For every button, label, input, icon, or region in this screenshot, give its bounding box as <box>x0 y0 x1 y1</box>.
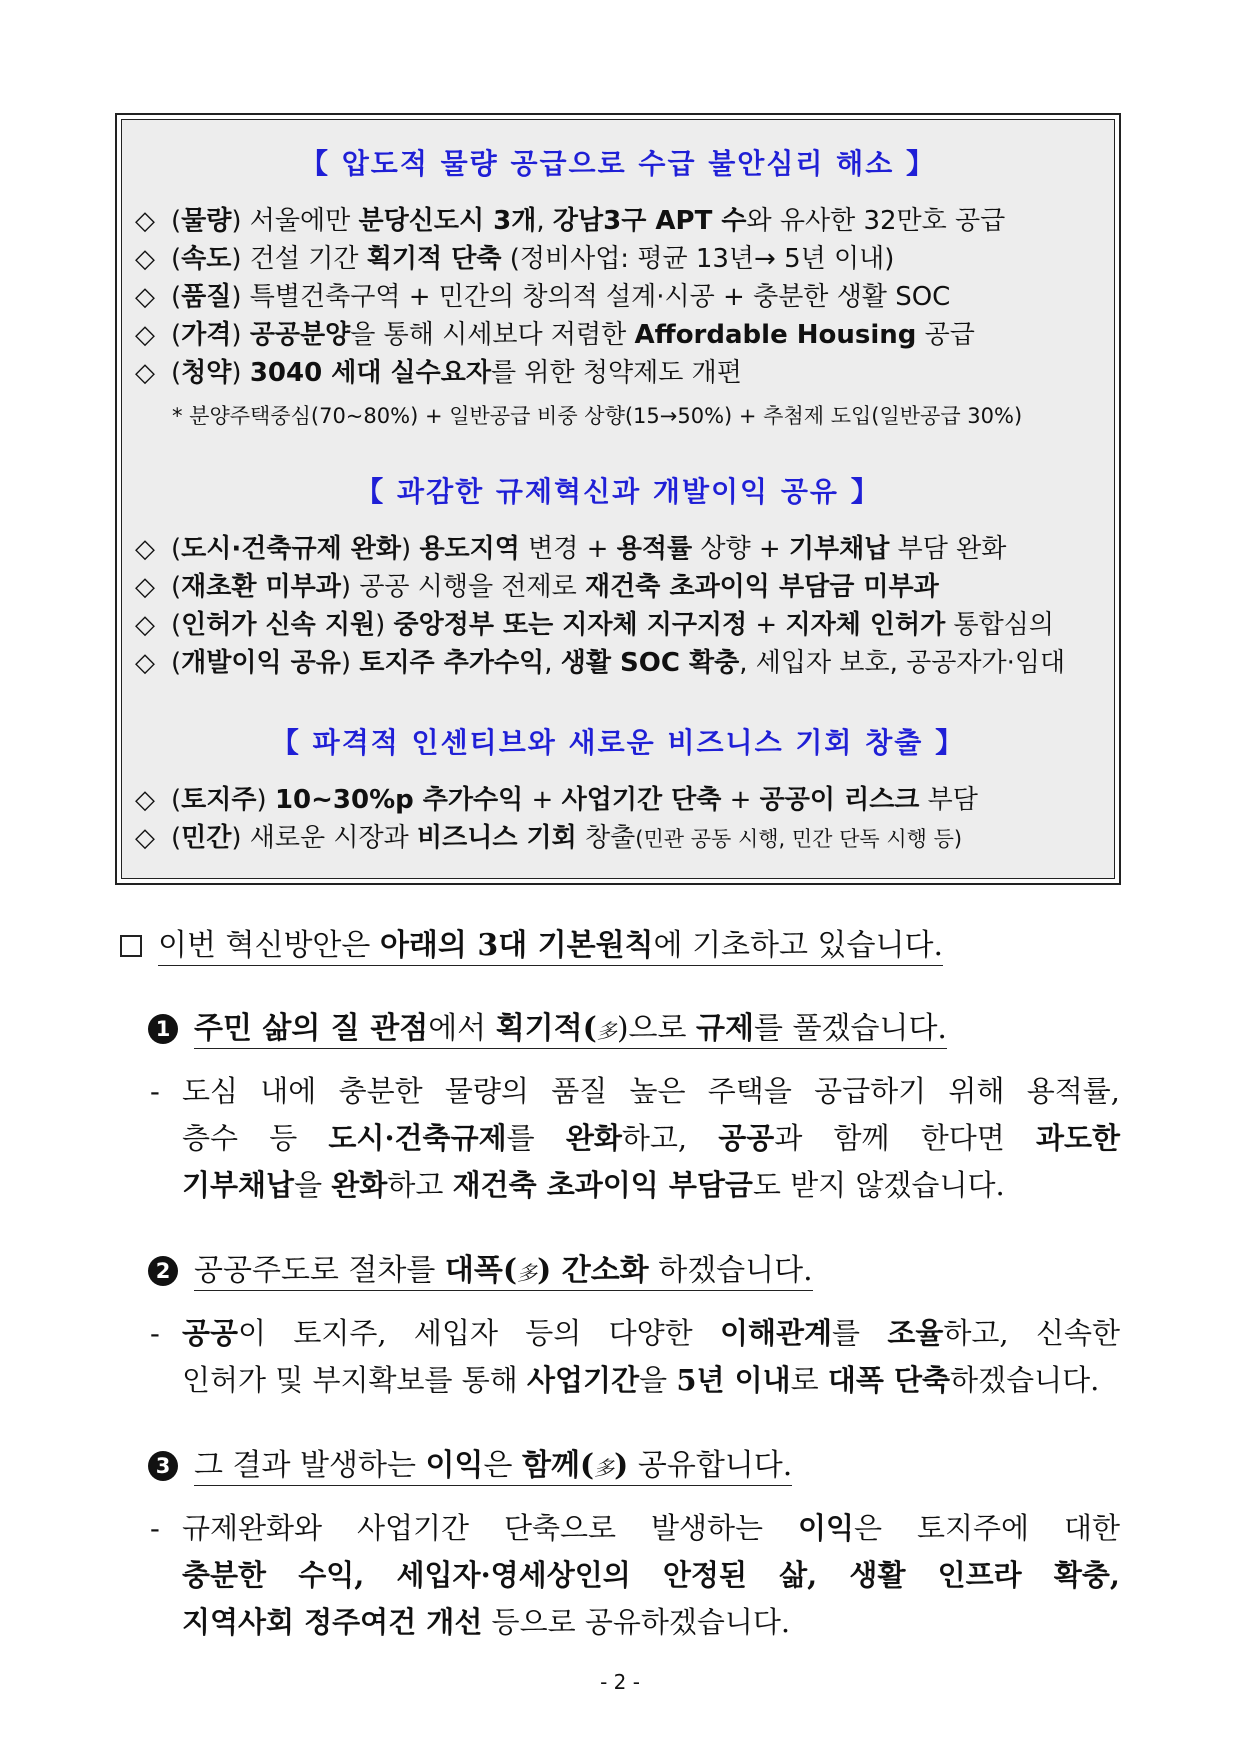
diamond-icon: ◇ <box>135 648 155 678</box>
bullet-no-levy: ◇ (재초환 미부과) 공공 시행을 전제로 재건축 초과이익 부담금 미부과 <box>135 572 939 602</box>
number-2-badge: 2 <box>148 1256 178 1286</box>
diamond-icon: ◇ <box>135 785 155 815</box>
principle-1-body: - 도심 내에 충분한 물량의 품질 높은 주택을 공급하기 위해 용적률, 층수 등 도시·건축규제를 완화하고, 공공과 함께 한다면 과도한 기부채납을 완화하고 재건축 초과이익 부담금도 받지 않겠습니다. <box>150 1074 1120 1202</box>
bullet-deregulation: ◇ (도시·건축규제 완화) 용도지역 변경 + 용적률 상향 + 기부채납 부담 완화 <box>135 534 1007 564</box>
diamond-icon: ◇ <box>135 244 155 274</box>
subscription-note: * 분양주택중심(70~80%) + 일반공급 비중 상향(15→50%) + 추첨제 도입(일반공급 30%) <box>172 404 1023 428</box>
principle-1-heading: 1 주민 삶의 질 관점에서 획기적(多)으로 규제를 풀겠습니다. <box>148 1003 947 1047</box>
intro-line: 이번 혁신방안은 아래의 3대 기본원칙에 기초하고 있습니다. <box>120 920 943 964</box>
number-1-badge: 1 <box>148 1014 178 1044</box>
principle-3-heading: 3 그 결과 발생하는 이익은 함께(多) 공유합니다. <box>148 1440 792 1484</box>
bullet-profit-share: ◇ (개발이익 공유) 토지주 추가수익, 생활 SOC 확충, 세입자 보호, 공공자가·임대 <box>135 648 1066 678</box>
bullet-private: ◇ (민간) 새로운 시장과 비즈니스 기회 창출(민관 공동 시행, 민간 단독 시행 등) <box>135 823 963 853</box>
number-3-badge: 3 <box>148 1451 178 1481</box>
summary-box <box>115 113 1121 885</box>
section-title: 【 과감한 규제혁신과 개발이익 공유 】 <box>355 475 881 508</box>
principle-2-heading: 2 공공주도로 절차를 대폭(多) 간소화 하겠습니다. <box>148 1245 813 1289</box>
bullet-price: ◇ (가격) 공공분양을 통해 시세보다 저렴한 Affordable Housing 공급 <box>135 320 975 350</box>
diamond-icon: ◇ <box>135 572 155 602</box>
bullet-quality: ◇ (품질) 특별건축구역 + 민간의 창의적 설계·시공 + 충분한 생활 SOC <box>135 282 951 312</box>
page-number: - 2 - <box>600 1670 640 1694</box>
diamond-icon: ◇ <box>135 534 155 564</box>
diamond-icon: ◇ <box>135 320 155 350</box>
section-title: 【 압도적 물량 공급으로 수급 불안심리 해소 】 <box>299 147 937 180</box>
bullet-permit: ◇ (인허가 신속 지원) 중앙정부 또는 지자체 지구지정 + 지자체 인허가 통합심의 <box>135 610 1054 640</box>
principle-3-body: - 규제완화와 사업기간 단축으로 발생하는 이익은 토지주에 대한 충분한 수익, 세입자·영세상인의 안정된 삶, 생활 인프라 확충, 지역사회 정주여건 개선 등으로 공유하겠습니다. <box>150 1511 1120 1639</box>
bullet-volume: ◇ (물량) 서울에만 분당신도시 3개, 강남3구 APT 수와 유사한 32만호 공급 <box>135 206 1006 236</box>
checkbox-square-icon <box>120 935 142 957</box>
section-title: 【 파격적 인센티브와 새로운 비즈니스 기회 창출 】 <box>270 726 966 759</box>
diamond-icon: ◇ <box>135 282 155 312</box>
summary-box-inner <box>121 119 1115 879</box>
bullet-subscription: ◇ (청약) 3040 세대 실수요자를 위한 청약제도 개편 <box>135 358 742 388</box>
diamond-icon: ◇ <box>135 823 155 853</box>
diamond-icon: ◇ <box>135 358 155 388</box>
diamond-icon: ◇ <box>135 610 155 640</box>
bullet-speed: ◇ (속도) 건설 기간 획기적 단축 (정비사업: 평균 13년→ 5년 이내) <box>135 244 895 274</box>
principle-2-body: - 공공이 토지주, 세입자 등의 다양한 이해관계를 조율하고, 신속한 인허가 및 부지확보를 통해 사업기간을 5년 이내로 대폭 단축하겠습니다. <box>150 1316 1120 1397</box>
bullet-landowner: ◇ (토지주) 10~30%p 추가수익 + 사업기간 단축 + 공공이 리스크 부담 <box>135 785 978 815</box>
diamond-icon: ◇ <box>135 206 155 236</box>
